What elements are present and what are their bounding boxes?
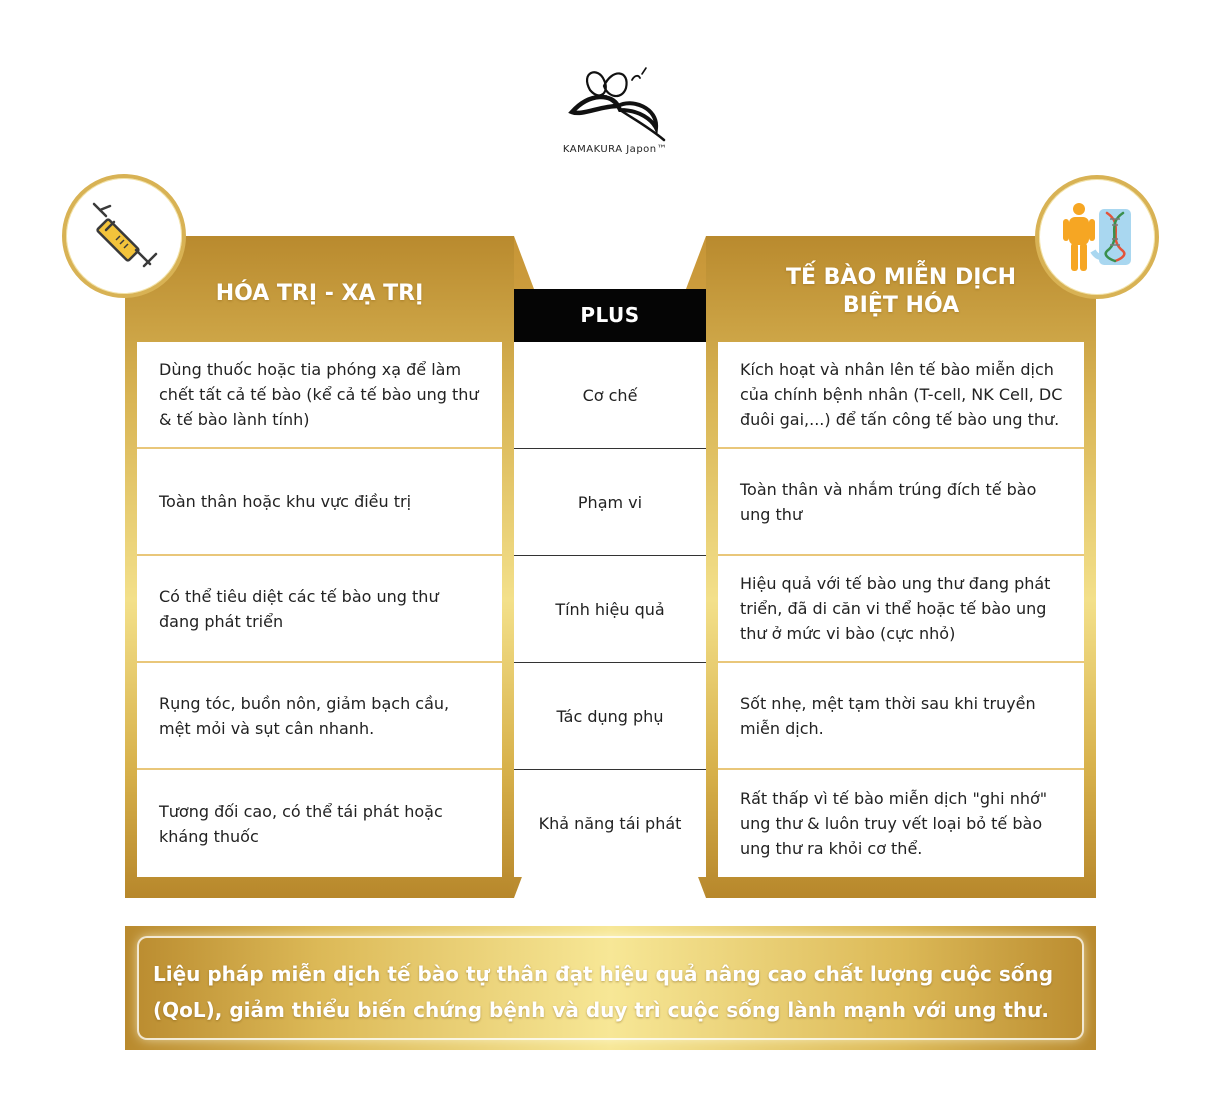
left-row-scope: Toàn thân hoặc khu vực điều trị [137,449,502,556]
immune-cell-title-line2: BIỆT HÓA [842,293,960,318]
right-row-mechanism: Kích hoạt và nhân lên tế bào miễn dịch của chính bệnh nhân (T-cell, NK Cell, DC đuôi gai,...) để tấn công tế bào ung thư. [718,342,1084,449]
left-row-recurrence: Tương đối cao, có thể tái phát hoặc kháng thuốc [137,770,502,877]
immune-cell-title [706,264,1096,320]
plus-header: PLUS [514,289,706,342]
immune-cell-panel [706,236,1096,898]
left-row-effectiveness: Có thể tiêu diệt các tế bào ung thư đang phát triển [137,556,502,663]
summary-banner [125,926,1096,1050]
left-row-mechanism: Dùng thuốc hoặc tia phóng xạ để làm chết tất cả tế bào (kể cả tế bào ung thư & tế bào lành tính) [137,342,502,449]
right-row-recurrence: Rất thấp vì tế bào miễn dịch "ghi nhớ" ung thư & luôn truy vết loại bỏ tế bào ung thư ra khỏi cơ thể. [718,770,1084,877]
syringe-icon [84,196,164,276]
right-row-side-effects: Sốt nhẹ, mệt tạm thời sau khi truyền miễn dịch. [718,663,1084,770]
immune-cell-rows [718,342,1084,877]
chemo-radiation-rows [137,342,502,877]
syringe-badge [62,174,186,298]
criteria-mechanism: Cơ chế [514,342,706,449]
criteria-recurrence: Khả năng tái phát [514,770,706,877]
immune-cell-dna-icon [1055,195,1139,279]
right-row-scope: Toàn thân và nhắm trúng đích tế bào ung thư [718,449,1084,556]
immune-cell-badge [1035,175,1159,299]
criteria-effectiveness: Tính hiệu quả [514,556,706,663]
chemo-radiation-title: HÓA TRỊ - XẠ TRỊ [215,281,424,306]
chemo-radiation-panel [125,236,514,898]
criteria-scope: Phạm vi [514,449,706,556]
summary-text: Liệu pháp miễn dịch tế bào tự thân đạt hiệu quả nâng cao chất lượng cuộc sống (QoL), giảm thiểu biến chứng bệnh và duy trì cuộc sống lành mạnh với ung thư. [153,962,1054,1022]
left-row-side-effects: Rụng tóc, buồn nôn, giảm bạch cầu, mệt mỏi và sụt cân nhanh. [137,663,502,770]
criteria-side-effects: Tác dụng phụ [514,663,706,770]
orchid-logo-icon [560,62,670,142]
kamakura-logo [555,62,675,162]
right-row-effectiveness: Hiệu quả với tế bào ung thư đang phát triển, đã di căn vi thể hoặc tế bào ung thư ở mức vi bào (cực nhỏ) [718,556,1084,663]
criteria-column [514,289,706,877]
immune-cell-title-line1: TẾ BÀO MIỄN DỊCH [785,265,1017,290]
brand-name: KAMAKURA Japon™ [562,144,668,155]
